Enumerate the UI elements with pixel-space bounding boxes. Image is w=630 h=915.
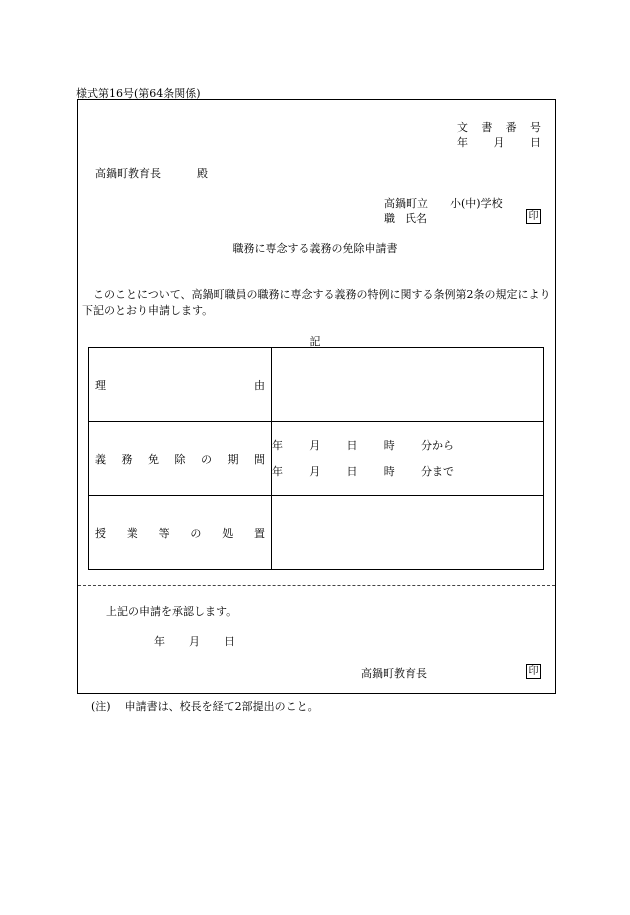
- ki-heading: 記: [309, 335, 321, 348]
- label-char: 業: [126, 526, 138, 540]
- date-char: 年: [457, 136, 468, 149]
- label-char: 義: [95, 452, 106, 466]
- reason-label: [89, 348, 272, 422]
- approval-seal: 印: [526, 664, 541, 679]
- label-char: の: [201, 452, 212, 466]
- document-title: 職務に専念する義務の免除申請書: [232, 242, 398, 255]
- label-char: 理: [95, 378, 106, 392]
- approval-authority: 高鍋町教育長: [361, 667, 427, 680]
- period-char: 分から: [421, 438, 454, 452]
- label-char: 期: [227, 452, 239, 466]
- period-char: 時: [383, 438, 395, 452]
- class-arrangement-label: [89, 496, 272, 570]
- period-char: 分まで: [421, 464, 454, 478]
- addressee: [95, 165, 208, 181]
- addressee-honorific: 殿: [197, 167, 208, 180]
- applicant-seal: 印: [526, 209, 541, 224]
- label-char: 除: [174, 452, 186, 466]
- details-table: [88, 347, 544, 570]
- class-arrangement-cell[interactable]: [272, 496, 544, 570]
- reason-cell[interactable]: [272, 348, 544, 422]
- period-char: 月: [309, 438, 321, 452]
- date-char: 日: [530, 136, 541, 149]
- doc-no-char: 書: [481, 121, 493, 134]
- label-char: 務: [121, 452, 133, 466]
- approval-date: [154, 633, 259, 649]
- date-char: 月: [493, 136, 505, 149]
- school-name: 小(中)学校: [450, 197, 503, 210]
- title-label: 職: [384, 212, 395, 225]
- applicant-school: [384, 195, 503, 211]
- label-char: 授: [95, 526, 106, 540]
- doc-no-char: 文: [457, 121, 468, 134]
- approval-text: 上記の申請を承認します。: [106, 605, 238, 618]
- document-number-label: [457, 119, 541, 135]
- period-char: 月: [309, 464, 321, 478]
- period-char: 日: [346, 464, 358, 478]
- period-cell[interactable]: [272, 422, 544, 496]
- note-text: 申請書は、校長を経て2部提出のこと。: [124, 700, 319, 713]
- period-from: [272, 433, 454, 459]
- school-prefix: 高鍋町立: [384, 197, 428, 210]
- period-char: 年: [272, 464, 283, 478]
- period-char: 年: [272, 438, 283, 452]
- label-char: の: [190, 526, 202, 540]
- period-char: 日: [346, 438, 358, 452]
- period-char: 時: [383, 464, 395, 478]
- date-char: 月: [189, 635, 200, 648]
- label-char: 間: [254, 452, 265, 466]
- applicant-title-name: [384, 210, 427, 226]
- footnote: [91, 698, 319, 714]
- table-row: [89, 496, 544, 570]
- date-char: 日: [224, 635, 235, 648]
- dashed-divider: [78, 585, 555, 586]
- header-date: [457, 134, 541, 150]
- label-char: 等: [158, 526, 170, 540]
- label-char: 置: [253, 526, 265, 540]
- period-label: [89, 422, 272, 496]
- body-paragraph: このことについて、高鍋町職員の職務に専念する義務の特例に関する条例第2条の規定により下記のとおり申請します。: [82, 288, 551, 317]
- table-row: [89, 348, 544, 422]
- label-char: 免: [148, 452, 159, 466]
- doc-no-char: 号: [529, 121, 541, 134]
- addressee-name: 高鍋町教育長: [95, 167, 161, 180]
- table-row: [89, 422, 544, 496]
- date-char: 年: [154, 635, 165, 648]
- name-label: 氏名: [405, 212, 427, 225]
- period-to: [272, 459, 454, 485]
- note-marker: (注): [91, 700, 111, 713]
- doc-no-char: 番: [505, 121, 517, 134]
- label-char: 処: [222, 526, 234, 540]
- label-char: 由: [254, 378, 265, 392]
- form-number-label: 様式第16号(第64条関係): [76, 87, 201, 100]
